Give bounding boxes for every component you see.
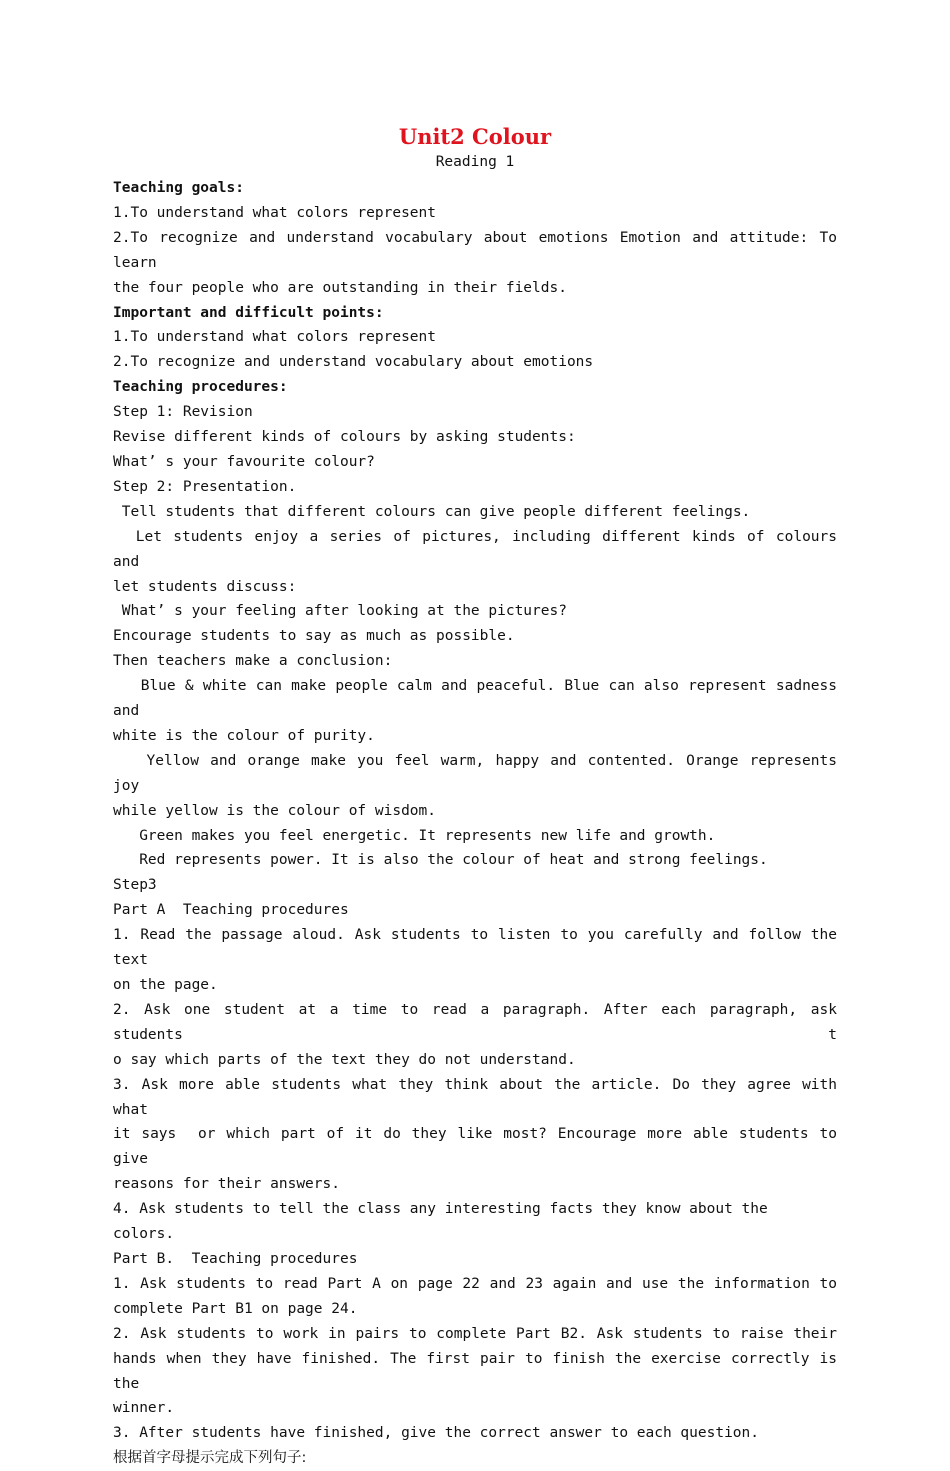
text-line: 3. After students have finished, give the correct answer to each question. [113,1425,760,1442]
text-line: What’ s your feeling after looking at the pictures? [113,603,567,620]
text-line: Encourage students to say as much as possible. [113,628,515,645]
text-line: Part B. Teaching procedures [113,1250,358,1267]
text-line: Yellow and orange make you feel warm, happy and contented. Orange represents joy [113,752,846,794]
text-line: Green makes you feel energetic. It represents new life and growth. [113,827,716,844]
text-line: white is the colour of purity. [113,727,375,744]
text-line: complete Part B1 on page 24. [113,1300,358,1317]
text-line: 2.To recognize and understand vocabulary about emotions Emotion and attitude: To learn [113,229,846,271]
text-line: 2. Ask students to work in pairs to complete Part B2. Ask students to raise their [113,1325,837,1342]
text-line: reasons for their answers. [113,1176,340,1193]
text-line: on the page. [113,977,218,993]
text-line: 根据首字母提示完成下列句子: [113,1450,307,1467]
document-title: Unit2 Colour [398,124,552,149]
text-line: Tell students that different colours can give people different feelings. [113,503,751,520]
text-line: 1.To understand what colors represent [113,204,437,221]
document-subtitle: Reading 1 [435,154,515,170]
text-line: while yellow is the colour of wisdom. [113,802,437,819]
text-line: Step 2: Presentation. [113,478,297,495]
text-line: Part A Teaching procedures [113,902,349,919]
text-line: winner. [113,1400,175,1417]
document-body [113,176,846,1471]
text-line: hands when they have finished. The first pair to finish the exercise correctly is the [113,1350,846,1392]
text-line: let students discuss: [113,578,297,595]
text-line: the four people who are outstanding in their fields. [113,279,567,296]
text-line: 2.To recognize and understand vocabulary about emotions [113,354,594,371]
text-line: Red represents power. It is also the colour of heat and strong feelings. [113,852,768,869]
text-line: 3. Ask more able students what they think about the article. Do they agree with what [113,1076,846,1118]
text-line: Revise different kinds of colours by asking students: [113,429,576,446]
text-line: Let students enjoy a series of pictures, including different kinds of colours and [113,528,846,570]
text-line: What’ s your favourite colour? [113,453,375,470]
section-heading: Important and difficult points: [113,304,384,321]
text-line: 1.To understand what colors represent [113,329,437,346]
text-line: 4. Ask students to tell the class any interesting facts they know about the colors. [113,1201,777,1243]
document-page [113,122,846,1471]
text-line: 1. Read the passage aloud. Ask students to listen to you carefully and follow the text [113,927,846,969]
section-heading: Teaching goals: [113,180,244,196]
section-heading: Teaching procedures: [113,379,288,396]
text-line: 1. Ask students to read Part A on page 22 and 23 again and use the information to [113,1275,837,1292]
text-line: Step 1: Revision [113,404,253,421]
text-line: Step3 [113,877,157,894]
text-line: Blue & white can make people calm and peaceful. Blue can also represent sadness and [113,678,846,720]
text-line: o say which parts of the text they do not understand. [113,1051,576,1068]
text-line: it says or which part of it do they like most? Encourage more able students to give [113,1126,846,1168]
text-line: 2. Ask one student at a time to read a paragraph. After each paragraph, ask students t [113,1001,846,1043]
text-line: Then teachers make a conclusion: [113,653,393,670]
